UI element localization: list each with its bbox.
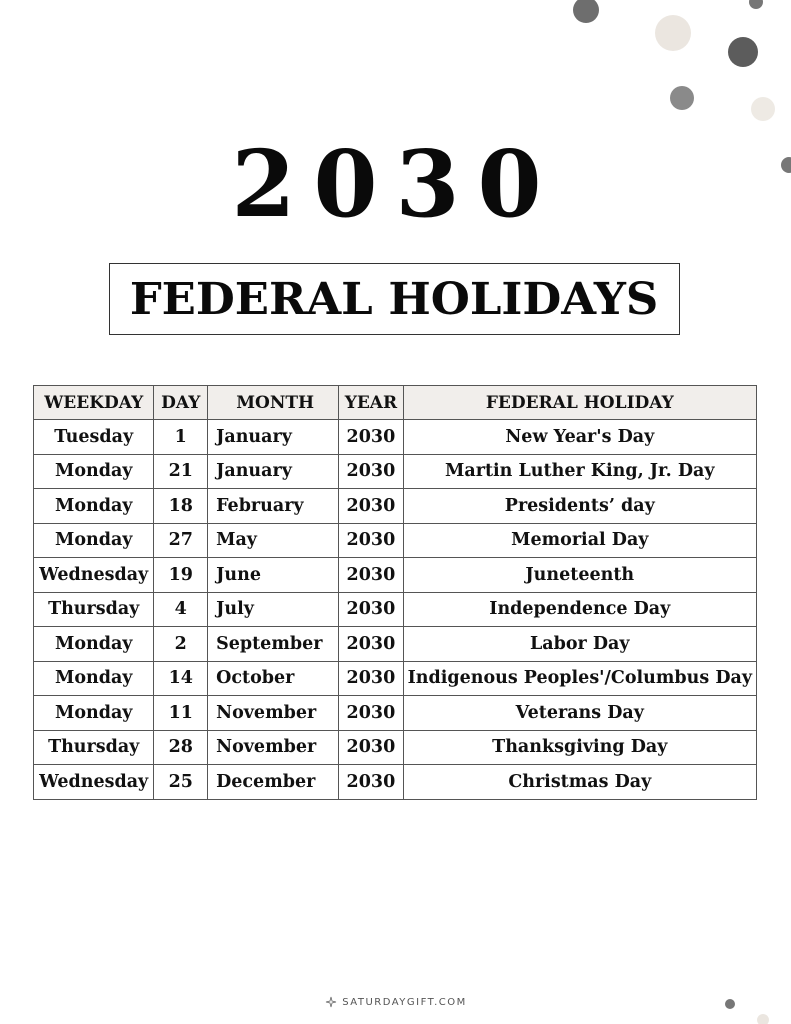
- table-row: [34, 627, 757, 662]
- table-row: [34, 420, 757, 455]
- column-header-year: YEAR: [339, 386, 403, 420]
- cell-weekday: Thursday: [34, 592, 154, 627]
- cell-weekday: Monday: [34, 489, 154, 524]
- cell-month: June: [208, 558, 339, 593]
- cell-year: 2030: [339, 661, 403, 696]
- confetti-flower-icon: [670, 86, 694, 110]
- cell-year: 2030: [339, 627, 403, 662]
- cell-year: 2030: [339, 454, 403, 489]
- footer-brand-text: SATURDAYGIFT.COM: [342, 996, 467, 1008]
- cell-day: 1: [154, 420, 208, 455]
- confetti-flower-icon: [728, 37, 758, 67]
- page-subtitle: FEDERAL HOLIDAYS: [130, 273, 659, 325]
- table-header-row: [34, 386, 757, 420]
- cell-holiday: Indigenous Peoples'/Columbus Day: [403, 661, 756, 696]
- table-row: [34, 730, 757, 765]
- column-header-day: DAY: [154, 386, 208, 420]
- cell-year: 2030: [339, 696, 403, 731]
- cell-day: 28: [154, 730, 208, 765]
- cell-year: 2030: [339, 558, 403, 593]
- confetti-flower-icon: [751, 97, 775, 121]
- cell-year: 2030: [339, 592, 403, 627]
- cell-weekday: Monday: [34, 696, 154, 731]
- cell-day: 2: [154, 627, 208, 662]
- cell-holiday: New Year's Day: [403, 420, 756, 455]
- cell-weekday: Thursday: [34, 730, 154, 765]
- table-row: [34, 765, 757, 800]
- table-row: [34, 592, 757, 627]
- page-title: 2030: [231, 130, 560, 238]
- cell-month: December: [208, 765, 339, 800]
- holidays-table: [33, 385, 757, 800]
- cell-month: November: [208, 696, 339, 731]
- cell-holiday: Memorial Day: [403, 523, 756, 558]
- cell-weekday: Wednesday: [34, 558, 154, 593]
- cell-day: 4: [154, 592, 208, 627]
- confetti-flower-icon: [757, 1014, 769, 1024]
- table-row: [34, 558, 757, 593]
- cell-weekday: Wednesday: [34, 765, 154, 800]
- cell-holiday: Juneteenth: [403, 558, 756, 593]
- cell-day: 19: [154, 558, 208, 593]
- cell-month: January: [208, 454, 339, 489]
- column-header-holiday: FEDERAL HOLIDAY: [403, 386, 756, 420]
- cell-holiday: Labor Day: [403, 627, 756, 662]
- cell-holiday: Veterans Day: [403, 696, 756, 731]
- confetti-flower-icon: [749, 0, 763, 9]
- cell-year: 2030: [339, 489, 403, 524]
- column-header-month: MONTH: [208, 386, 339, 420]
- cell-month: September: [208, 627, 339, 662]
- cell-weekday: Monday: [34, 454, 154, 489]
- confetti-flower-icon: [655, 15, 691, 51]
- cell-day: 18: [154, 489, 208, 524]
- cell-month: February: [208, 489, 339, 524]
- table-row: [34, 661, 757, 696]
- cell-day: 14: [154, 661, 208, 696]
- cell-holiday: Independence Day: [403, 592, 756, 627]
- cell-holiday: Presidents’ day: [403, 489, 756, 524]
- cell-holiday: Martin Luther King, Jr. Day: [403, 454, 756, 489]
- cell-holiday: Christmas Day: [403, 765, 756, 800]
- confetti-flower-icon: [725, 999, 735, 1009]
- cell-month: November: [208, 730, 339, 765]
- subtitle-box: [109, 263, 680, 335]
- cell-day: 25: [154, 765, 208, 800]
- cell-year: 2030: [339, 523, 403, 558]
- cell-day: 21: [154, 454, 208, 489]
- cell-month: July: [208, 592, 339, 627]
- cell-weekday: Monday: [34, 661, 154, 696]
- table-row: [34, 454, 757, 489]
- cell-month: January: [208, 420, 339, 455]
- table-row: [34, 489, 757, 524]
- confetti-decoration-bottom: [0, 994, 791, 1024]
- cell-year: 2030: [339, 765, 403, 800]
- cell-holiday: Thanksgiving Day: [403, 730, 756, 765]
- cell-month: May: [208, 523, 339, 558]
- cell-year: 2030: [339, 420, 403, 455]
- cell-weekday: Monday: [34, 523, 154, 558]
- cell-weekday: Monday: [34, 627, 154, 662]
- cell-day: 11: [154, 696, 208, 731]
- table-row: [34, 523, 757, 558]
- table-row: [34, 696, 757, 731]
- column-header-weekday: WEEKDAY: [34, 386, 154, 420]
- cell-year: 2030: [339, 730, 403, 765]
- cell-day: 27: [154, 523, 208, 558]
- cell-month: October: [208, 661, 339, 696]
- confetti-flower-icon: [573, 0, 599, 23]
- cell-weekday: Tuesday: [34, 420, 154, 455]
